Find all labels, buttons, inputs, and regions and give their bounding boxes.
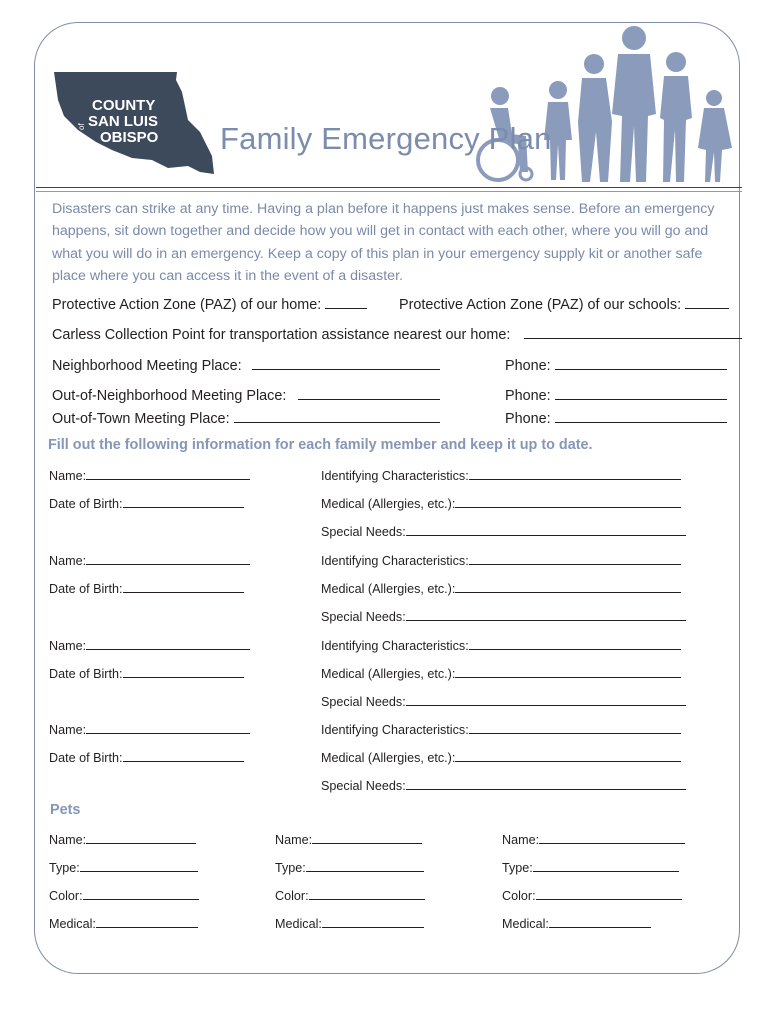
out-town-phone-blank[interactable] [555, 409, 727, 423]
member-dob-label: Date of Birth: [49, 497, 123, 511]
member-special-needs-field[interactable] [321, 524, 686, 539]
pet-type-blank[interactable] [306, 860, 424, 872]
pet-name-blank[interactable] [539, 832, 685, 844]
pet-color-label: Color: [502, 889, 536, 903]
member-dob-blank[interactable] [123, 496, 244, 508]
out-neighborhood-blank[interactable] [298, 386, 440, 400]
pet-medical-blank[interactable] [322, 916, 424, 928]
member-dob-field[interactable] [49, 496, 244, 511]
member-medical-field[interactable] [321, 496, 681, 511]
pet-type-field[interactable] [502, 860, 679, 875]
member-identifying-field[interactable] [321, 722, 681, 737]
pet-name-blank[interactable] [312, 832, 422, 844]
pet-name-label: Name: [275, 833, 313, 847]
member-identifying-label: Identifying Characteristics: [321, 469, 469, 483]
member-name-blank[interactable] [86, 468, 250, 480]
pets-section-title: Pets [50, 802, 81, 818]
member-special-needs-blank[interactable] [406, 778, 686, 790]
pet-color-blank[interactable] [309, 888, 425, 900]
pet-type-blank[interactable] [80, 860, 198, 872]
paz-home-blank[interactable] [325, 295, 367, 309]
member-dob-blank[interactable] [123, 666, 244, 678]
member-identifying-blank[interactable] [469, 638, 681, 650]
out-neighborhood-field[interactable] [52, 386, 440, 404]
carless-field[interactable] [52, 325, 742, 343]
member-medical-field[interactable] [321, 666, 681, 681]
member-identifying-label: Identifying Characteristics: [321, 639, 469, 653]
pet-type-blank[interactable] [533, 860, 679, 872]
pet-type-label: Type: [502, 861, 533, 875]
member-identifying-label: Identifying Characteristics: [321, 723, 469, 737]
pet-name-field[interactable] [275, 832, 422, 847]
pet-medical-label: Medical: [502, 917, 549, 931]
member-name-field[interactable] [49, 553, 250, 568]
pet-type-label: Type: [49, 861, 80, 875]
pet-medical-field[interactable] [275, 916, 424, 931]
member-medical-label: Medical (Allergies, etc.): [321, 582, 456, 596]
member-name-blank[interactable] [86, 722, 250, 734]
logo-line-4: OBISPO [100, 129, 159, 146]
pet-color-blank[interactable] [536, 888, 682, 900]
member-special-needs-blank[interactable] [406, 524, 686, 536]
member-name-label: Name: [49, 723, 87, 737]
member-medical-label: Medical (Allergies, etc.): [321, 751, 456, 765]
paz-home-field[interactable] [52, 295, 367, 313]
member-special-needs-field[interactable] [321, 609, 686, 624]
family-silhouette-image [470, 22, 750, 192]
paz-schools-blank[interactable] [685, 295, 729, 309]
page-title: Family Emergency Plan [220, 121, 552, 156]
member-dob-label: Date of Birth: [49, 751, 123, 765]
member-dob-blank[interactable] [123, 750, 244, 762]
logo-line-1: COUNTY [92, 97, 156, 114]
pet-medical-field[interactable] [502, 916, 651, 931]
member-name-field[interactable] [49, 638, 250, 653]
member-special-needs-label: Special Needs: [321, 695, 406, 709]
out-town-phone-field[interactable] [505, 409, 727, 427]
phone-label: Phone: [505, 388, 551, 404]
carless-label: Carless Collection Point for transportation assistance nearest our home: [52, 327, 511, 343]
member-dob-field[interactable] [49, 750, 244, 765]
out-neighborhood-label: Out-of-Neighborhood Meeting Place: [52, 388, 287, 404]
member-special-needs-blank[interactable] [406, 694, 686, 706]
pet-color-field[interactable] [502, 888, 682, 903]
logo-line-3: SAN LUIS [88, 113, 159, 130]
member-special-needs-label: Special Needs: [321, 610, 406, 624]
out-town-blank[interactable] [234, 409, 440, 423]
pet-medical-field[interactable] [49, 916, 198, 931]
member-special-needs-field[interactable] [321, 694, 686, 709]
member-name-label: Name: [49, 469, 87, 483]
intro-paragraph: Disasters can strike at any time. Having a plan before it happens just makes sense. Before an emergency happens, sit down together and decide how you will get in contact with each other, where you will go and what you will do in an emergency. Keep a copy of this plan in your emergency supply kit or another safe place where you can access it in the event of a disaster. [52, 201, 715, 284]
neighborhood-phone-blank[interactable] [555, 356, 727, 370]
member-identifying-label: Identifying Characteristics: [321, 554, 469, 568]
member-dob-label: Date of Birth: [49, 667, 123, 681]
neighborhood-blank[interactable] [252, 356, 440, 370]
member-identifying-field[interactable] [321, 638, 681, 653]
member-name-label: Name: [49, 554, 87, 568]
member-special-needs-label: Special Needs: [321, 779, 406, 793]
member-name-label: Name: [49, 639, 87, 653]
logo-line-2: of [77, 123, 86, 130]
member-dob-field[interactable] [49, 666, 244, 681]
member-medical-blank[interactable] [455, 581, 681, 593]
pet-medical-blank[interactable] [96, 916, 198, 928]
county-logo [52, 70, 217, 180]
pet-type-label: Type: [275, 861, 306, 875]
member-special-needs-field[interactable] [321, 778, 686, 793]
header-divider-thin [36, 191, 742, 192]
member-dob-label: Date of Birth: [49, 582, 123, 596]
pet-color-field[interactable] [49, 888, 199, 903]
pet-name-field[interactable] [49, 832, 196, 847]
pet-color-blank[interactable] [83, 888, 199, 900]
pet-medical-blank[interactable] [549, 916, 651, 928]
neighborhood-field[interactable] [52, 356, 440, 374]
member-medical-blank[interactable] [455, 750, 681, 762]
pet-name-field[interactable] [502, 832, 685, 847]
paz-schools-label: Protective Action Zone (PAZ) of our schools: [399, 297, 682, 313]
member-name-field[interactable] [49, 722, 250, 737]
member-identifying-blank[interactable] [469, 468, 681, 480]
member-name-blank[interactable] [86, 553, 250, 565]
out-neighborhood-phone-blank[interactable] [555, 386, 727, 400]
member-identifying-blank[interactable] [469, 553, 681, 565]
neighborhood-phone-field[interactable] [505, 356, 727, 374]
pet-type-field[interactable] [275, 860, 424, 875]
pet-medical-label: Medical: [49, 917, 96, 931]
member-medical-blank[interactable] [455, 666, 681, 678]
member-medical-label: Medical (Allergies, etc.): [321, 667, 456, 681]
out-town-label: Out-of-Town Meeting Place: [52, 411, 230, 427]
member-identifying-field[interactable] [321, 553, 681, 568]
carless-blank[interactable] [524, 325, 742, 339]
member-special-needs-blank[interactable] [406, 609, 686, 621]
header-divider [36, 187, 742, 188]
paz-home-label: Protective Action Zone (PAZ) of our home: [52, 297, 322, 313]
pet-name-blank[interactable] [86, 832, 196, 844]
member-name-blank[interactable] [86, 638, 250, 650]
phone-label: Phone: [505, 358, 551, 374]
pet-type-field[interactable] [49, 860, 198, 875]
member-dob-blank[interactable] [123, 581, 244, 593]
member-medical-blank[interactable] [455, 496, 681, 508]
member-special-needs-label: Special Needs: [321, 525, 406, 539]
member-dob-field[interactable] [49, 581, 244, 596]
neighborhood-label: Neighborhood Meeting Place: [52, 358, 242, 374]
members-section-title: Fill out the following information for each family member and keep it up to date. [48, 437, 593, 453]
member-medical-field[interactable] [321, 581, 681, 596]
pet-name-label: Name: [49, 833, 87, 847]
member-name-field[interactable] [49, 468, 250, 483]
pet-color-field[interactable] [275, 888, 425, 903]
pet-color-label: Color: [49, 889, 83, 903]
member-identifying-field[interactable] [321, 468, 681, 483]
member-medical-field[interactable] [321, 750, 681, 765]
phone-label: Phone: [505, 411, 551, 427]
member-identifying-blank[interactable] [469, 722, 681, 734]
pet-name-label: Name: [502, 833, 540, 847]
pet-color-label: Color: [275, 889, 309, 903]
out-town-field[interactable] [52, 409, 440, 427]
paz-schools-field[interactable] [399, 295, 729, 313]
member-medical-label: Medical (Allergies, etc.): [321, 497, 456, 511]
out-neighborhood-phone-field[interactable] [505, 386, 727, 404]
pet-medical-label: Medical: [275, 917, 322, 931]
